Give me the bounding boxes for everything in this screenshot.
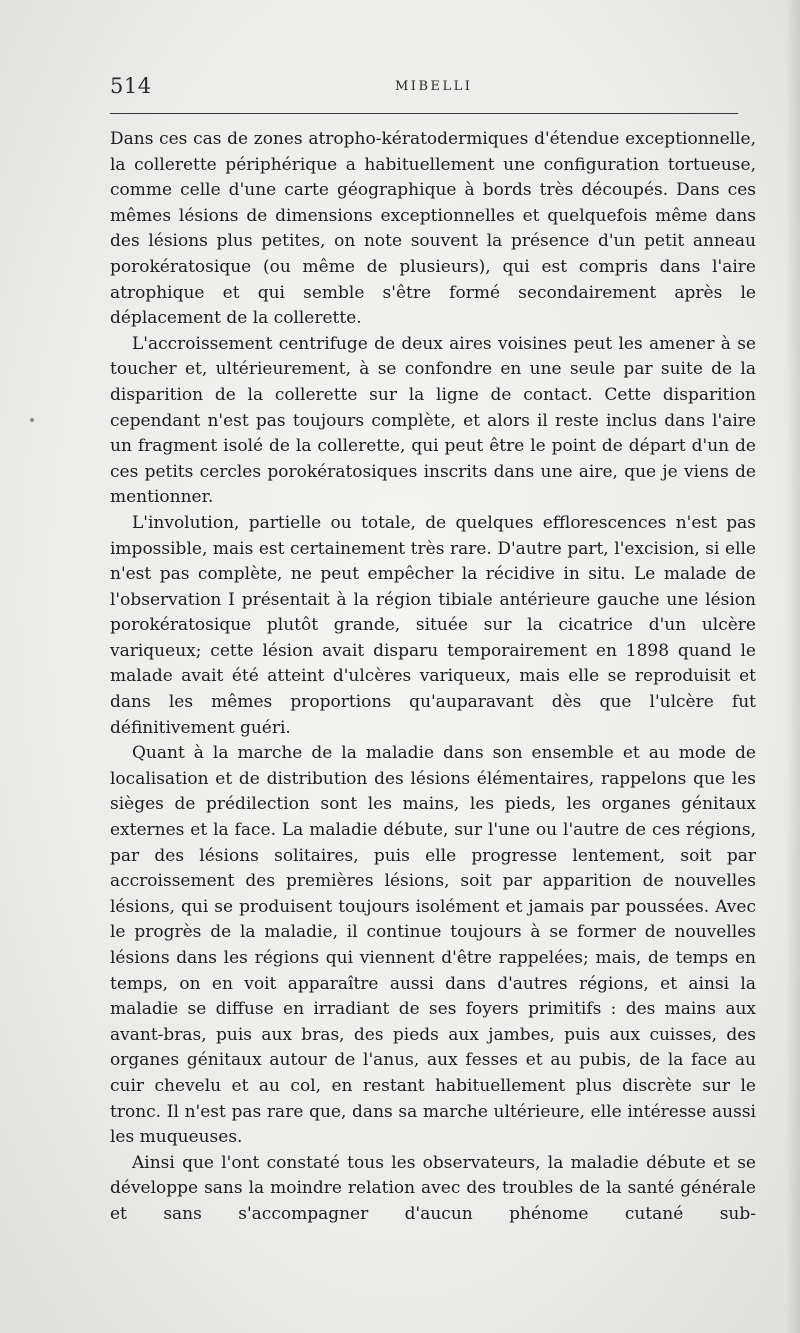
paragraph-4: Quant à la marche de la maladie dans son ensemble et au mode de localisation et de distribution des lésions élémentaires, rappelons que les sièges de prédilection sont les mains, les pieds, les organes génitaux externes et la face. La maladie débute, sur l'une ou l'autre de ces régions, par des lésions solitaires, puis elle progresse lentement, soit par accroissement des premières lésions, soit par apparition de nouvelles lésions, qui se produisent toujours isolément et jamais par poussées. Avec le progrès de la maladie, il continue toujours à se former de nouvelles lésions dans les régions qui viennent d'être rappelées; mais, de temps en temps, on en voit apparaître aussi dans d'autres régions, et ainsi la maladie se diffuse en irradiant de ses foyers primitifs : des mains aux avant-bras, puis aux bras, des pieds aux jambes, puis aux cuisses, des organes génitaux autour de l'anus, aux fesses et au pubis, de la face au cuir chevelu et au col, en restant habituellement plus discrète sur le tronc. Il n'est pas rare que, dans sa marche ultérieure, elle intéresse aussi les muqueuses. <box>110 743 756 1148</box>
page-edge-shadow <box>786 0 800 1333</box>
running-head <box>110 74 738 100</box>
running-title: MIBELLI <box>395 79 473 94</box>
paragraph-1: Dans ces cas de zones atropho-kératodermiques d'étendue exceptionnelle, la collerette périphérique a habituellement une configuration tortueuse, comme celle d'une carte géographique à bords très découpés. Dans ces mêmes lésions de dimensions exceptionnelles et quelquefois même dans des lésions plus petites, on note souvent la présence d'un petit anneau porokératosique (ou même de plusieurs), qui est compris dans l'aire atrophique et qui semble s'être formé secondairement après le déplacement de la collerette. <box>110 129 756 329</box>
paragraph-2: L'accroissement centrifuge de deux aires voisines peut les amener à se toucher et, ultérieurement, à se confondre en une seule par suite de la disparition de la collerette sur la ligne de contact. Cette disparition cependant n'est pas toujours complète, et alors il reste inclus dans l'aire un fragment isolé de la collerette, qui peut être le point de départ d'un de ces petits cercles porokératosiques inscrits dans une aire, que je viens de mentionner. <box>110 333 756 508</box>
paragraph-5: Ainsi que l'ont constaté tous les observateurs, la maladie débute et se développe sans la moindre relation avec des troubles de la santé générale et sans s'accompagner d'aucun phénome cutané sub- <box>110 1152 756 1224</box>
header-rule <box>110 113 738 114</box>
body-text <box>110 127 756 1228</box>
page-number: 514 <box>110 74 152 98</box>
margin-speck <box>30 418 34 422</box>
paragraph-3: L'involution, partielle ou totale, de quelques efflorescences n'est pas impossible, mais est certainement très rare. D'autre part, l'excision, si elle n'est pas complète, ne peut empêcher la récidive in situ. Le malade de l'observation I présentait à la région tibiale antérieure gauche une lésion porokératosique plutôt grande, située sur la cicatrice d'un ulcère variqueux; cette lésion avait disparu temporairement en 1898 quand le malade avait été atteint d'ulcères variqueux, mais elle se reproduisit et dans les mêmes proportions qu'auparavant dès que l'ulcère fut définitivement guéri. <box>110 512 756 738</box>
